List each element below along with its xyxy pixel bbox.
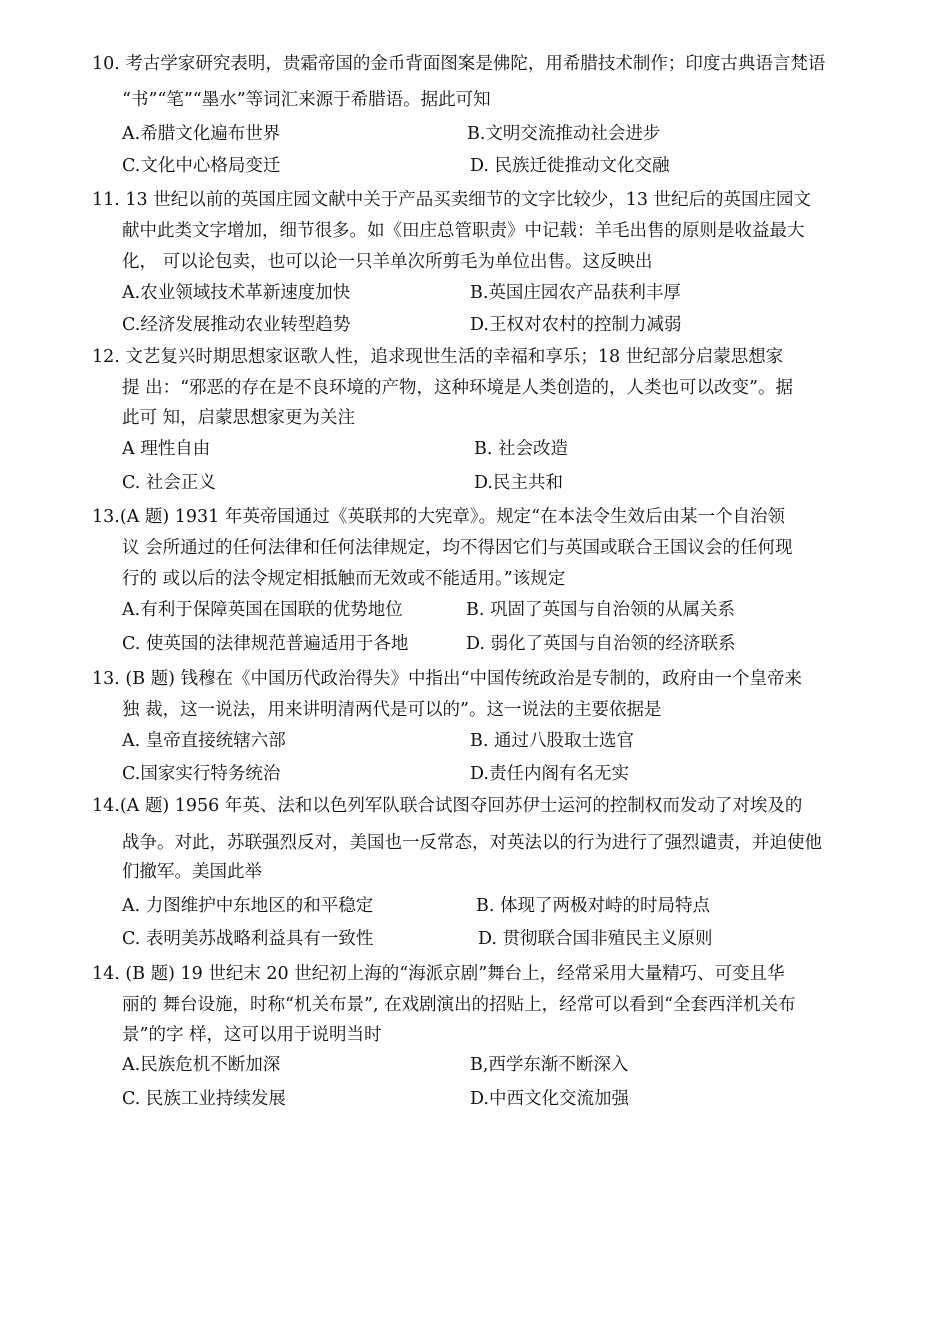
question-text-line: 10. 考古学家研究表明，贵霜帝国的金币背面图案是佛陀，用希腊技术制作；印度古典语言梵语: [92, 54, 826, 74]
question-text-line: 独 裁，这一说法，用来讲明清两代是可以的”。这一说法的主要依据是: [122, 700, 662, 720]
option-d: D.民主共和: [474, 473, 563, 493]
option-b: B. 巩固了英国与自治领的从属关系: [466, 600, 735, 620]
option-a: A.有利于保障英国在国联的优势地位: [122, 600, 403, 620]
question-text-line: 们撤军。美国此举: [122, 862, 262, 882]
question-text-line: 议 会所通过的任何法律和任何法律规定，均不得因它们与英国或联合王国议会的任何现: [122, 538, 793, 558]
question-text-line: 行的 或以后的法令规定相抵触而无效或不能适用。”该规定: [122, 569, 566, 589]
option-b: B.英国庄园农产品获利丰厚: [470, 283, 681, 303]
option-b: B. 通过八股取士选官: [470, 731, 634, 751]
option-b: B. 体现了两极对峙的时局特点: [476, 896, 710, 916]
question-text-line: 12. 文艺复兴时期思想家讴歌人性，追求现世生活的幸福和享乐；18 世纪部分启蒙思想家: [92, 347, 784, 367]
option-d: D. 贯彻联合国非殖民主义原则: [478, 929, 713, 949]
option-d: D. 弱化了英国与自治领的经济联系: [466, 634, 736, 654]
option-b: B. 社会改造: [474, 439, 568, 459]
option-b: B.文明交流推动社会进步: [467, 124, 661, 144]
option-c: C. 使英国的法律规范普遍适用于各地: [122, 634, 409, 654]
question-text-line: “书”“笔”“墨水”等词汇来源于希腊语。据此可知: [122, 90, 491, 110]
question-text-line: 提 出：“邪恶的存在是不良环境的产物，这种环境是人类创造的，人类也可以改变”。据: [122, 378, 793, 398]
question-text-line: 14. (B 题) 19 世纪末 20 世纪初上海的“海派京剧”舞台上，经常采用大量精巧、可变且华: [92, 964, 785, 984]
option-a: A.农业领域技术革新速度加快: [122, 283, 351, 303]
option-a: A. 皇帝直接统辖六部: [122, 731, 286, 751]
option-a: A.民族危机不断加深: [122, 1055, 281, 1075]
option-d: D.责任内阁有名无实: [470, 764, 629, 784]
option-a: A. 力图维护中东地区的和平稳定: [122, 896, 374, 916]
option-d: D.王权对农村的控制力减弱: [470, 315, 682, 335]
option-c: C. 表明美苏战略利益具有一致性: [122, 929, 374, 949]
question-text-line: 献中此类文字增加，细节很多。如《田庄总管职责》中记载：羊毛出售的原则是收益最大: [122, 221, 805, 241]
question-text-line: 14.(A 题) 1956 年英、法和以色列军队联合试图夺回苏伊士运河的控制权而发动了对埃及的: [92, 796, 803, 816]
option-c: C.国家实行特务统治: [122, 764, 281, 784]
question-text-line: 丽的 舞台设施，时称“机关布景”, 在戏剧演出的招贴上，经常可以看到“全套西洋机关布: [122, 995, 796, 1015]
option-c: C.经济发展推动农业转型趋势: [122, 315, 351, 335]
option-a: A 理性自由: [122, 439, 211, 459]
question-text-line: 13. (B 题) 钱穆在《中国历代政治得失》中指出“中国传统政治是专制的，政府由一个皇帝来: [92, 669, 802, 689]
option-a: A.希腊文化遍布世界: [122, 124, 281, 144]
question-text-line: 景”的字 样，这可以用于说明当时: [122, 1025, 382, 1045]
question-text-line: 11. 13 世纪以前的英国庄园文献中关于产品买卖细节的文字比较少，13 世纪后的英国庄园文: [92, 190, 812, 210]
option-b: B,西学东渐不断深入: [470, 1055, 629, 1075]
option-d: D. 民族迁徙推动文化交融: [470, 156, 670, 176]
question-text-line: 13.(A 题) 1931 年英帝国通过《英联邦的大宪章》。规定“在本法令生效后由某一个自治领: [92, 507, 786, 527]
question-text-line: 此可 知，启蒙思想家更为关注: [122, 408, 356, 428]
question-text-line: 战争。对此，苏联强烈反对，美国也一反常态，对英法以的行为进行了强烈谴责，并迫使他: [122, 833, 822, 853]
option-d: D.中西文化交流加强: [470, 1089, 629, 1109]
question-text-line: 化， 可以论包卖，也可以论一只羊单次所剪毛为单位出售。这反映出: [122, 252, 653, 272]
option-c: C.文化中心格局变迁: [122, 156, 281, 176]
option-c: C. 民族工业持续发展: [122, 1089, 286, 1109]
option-c: C. 社会正义: [122, 473, 216, 493]
